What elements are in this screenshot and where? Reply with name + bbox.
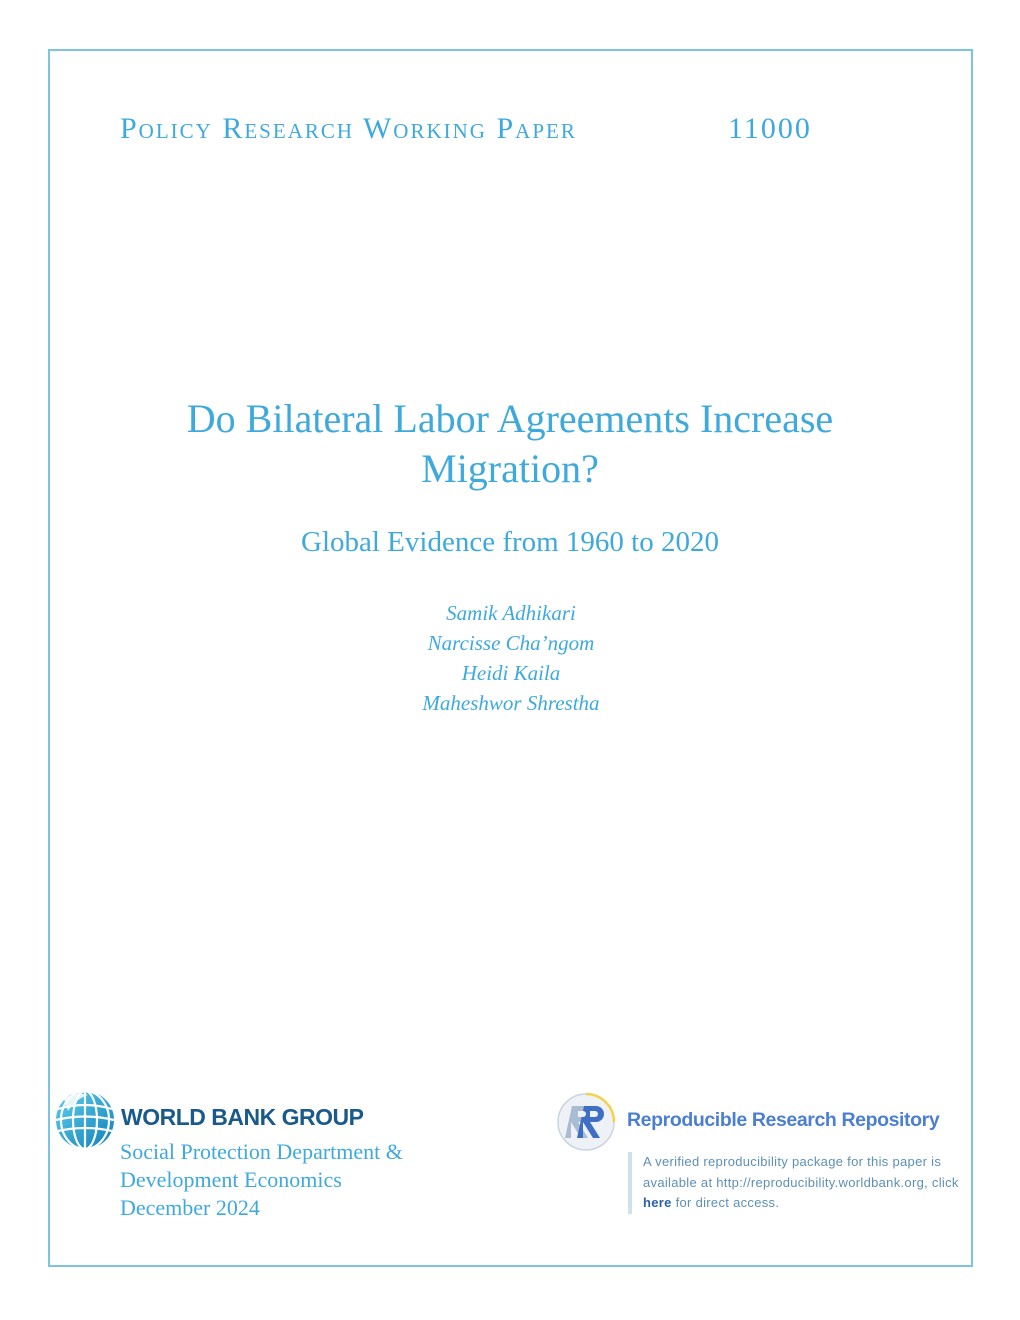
world-bank-globe-icon [54, 1089, 116, 1151]
series-label: Policy Research Working Paper [120, 112, 577, 145]
rrr-logo-icon [556, 1092, 616, 1152]
department-line-1: Social Protection Department & [120, 1139, 403, 1164]
repository-note-text: A verified reproducibility package for this paper is available at http://reproducibility.worldbank.org, click [643, 1154, 959, 1190]
department-line-2: Development Economics [120, 1167, 342, 1192]
publication-date: December 2024 [120, 1195, 260, 1220]
author-list [200, 598, 822, 718]
author-name: Heidi Kaila [461, 661, 561, 685]
note-accent-bar [628, 1152, 632, 1214]
paper-title-line-1: Do Bilateral Labor Agreements Increase [186, 396, 834, 441]
author-name: Samik Adhikari [446, 601, 576, 625]
paper-title [120, 394, 900, 494]
repository-name: Reproducible Research Repository [627, 1109, 940, 1131]
author-name: Narcisse Cha’ngom [427, 631, 595, 655]
repository-note [643, 1152, 963, 1214]
author-name: Maheshwor Shrestha [422, 691, 600, 715]
paper-subtitle: Global Evidence from 1960 to 2020 [301, 526, 719, 558]
paper-number: 11000 [728, 112, 812, 145]
paper-title-line-2: Migration? [421, 446, 599, 491]
world-bank-group-name: WORLD BANK GROUP [121, 1104, 364, 1130]
department-info [120, 1138, 403, 1222]
repository-note-end: for direct access. [671, 1195, 780, 1210]
repository-link[interactable]: here [643, 1195, 672, 1210]
